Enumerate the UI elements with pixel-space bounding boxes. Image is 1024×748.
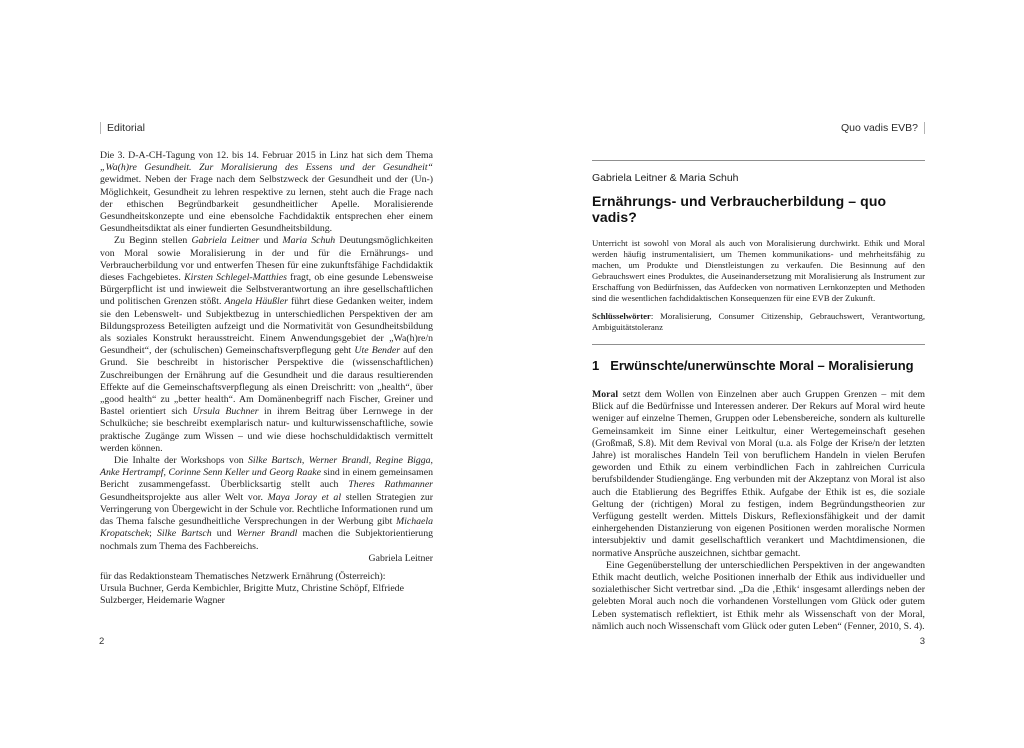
editorial-paragraph-2: Zu Beginn stellen Gabriela Leitner und Maria Schuh Deutungsmöglichkeiten von Moral sowie Moralisierung in der und für die Ernährungs- und Verbraucherbildung vor und entwerfen Thesen für eine zukunftsfähige Fachdidaktik dieses Fachgebietes. Kirsten Schlegel-Matthies fragt, ob eine gesunde Lebensweise Bürgerpflicht ist und inwieweit die Selbstverantwortung an ihre gesellschaftlichen und politischen Grenzen stößt. Angela Häußler führt diese Gedanken weiter, indem sie den Lebenswelt- und Subjektbezug in unterschiedlichen Perspektiven der am Bildungsprozess Beteiligten aufzeigt und die Normativität von Gesundheitsbildung als soziales Konstrukt herausstreicht. Einem Anwendungsgebiet der „Wa(h)re/n Gesundheit“, der (schulischen) Gemeinschaftsverpflegung geht Ute Bender auf den Grund. Sie beschreibt in historischer Perspektive die (wissenschaftlichen) Zuschreibungen der Ernährung auf die Gesundheit und die daraus resultierenden Effekte auf die Gemeinschaftsverpflegung als einen Dreischritt: von „health“, über „good health“ zu „better health“. Am Domänenbegriff nach Fischer, Greiner und Bastel orientiert sich Ursula Buchner in ihrem Beitrag über Lernwege in der Schulküche; sie beschreibt exemplarisch natur- und kulturwissenschaftliche, sowie praktische Zugänge zum Wissen – und wie diese hochschuldidaktisch vermittelt werden können. xyxy=(100,235,434,454)
keywords-label: Schlüsselwörter xyxy=(592,311,651,321)
editorial-paragraph-1: Die 3. D-A-CH-Tagung von 12. bis 14. Februar 2015 in Linz hat sich dem Thema „Wa(h)re Gesundheit. Zur Moralisierung des Essens und der Gesundheit“ gewidmet. Neben der Frage nach dem Selbstzweck der Gesundheit und der (Un-) Möglichkeit, Gesundheit zu lehren respektive zu lernen, steht auch die Frage nach der ethischen Begründbarkeit gesundheitlicher Apelle. Moralisierende Gesundheitskonzepte und eine ebensolche Fachdidaktik entsprechen eher einem Gesundheitsdiktat als einer fundierten Gesundheitsbildung. xyxy=(100,150,433,235)
article-keywords xyxy=(592,311,925,333)
editorial-paragraph-3: Die Inhalte der Workshops von Silke Bartsch, Werner Brandl, Regine Bigga, Anke Hertrampf, Corinne Senn Keller und Georg Raake sind in einem gemeinsamen Bericht zusammengefasst. Überblicksartig stellt auch Theres Rathmanner Gesundheitsprojekte aus aller Welt vor. Maya Joray et al stellen Strategien zur Verringerung von Übergewicht in der Schule vor. Rechtliche Informationen rund um das Thema falsche gesundheitliche Versprechungen in der Werbung gibt Michaela Kropatschek; Silke Bartsch und Werner Brandl machen die Subjektorientierung nochmals zum Thema des Fachbereichs. xyxy=(100,455,433,552)
abstract-rule xyxy=(592,344,925,345)
running-head-left xyxy=(100,121,433,135)
editorial-team-block xyxy=(100,571,433,608)
page-right xyxy=(592,121,925,633)
editorial-team-intro: für das Redaktionsteam Thematisches Netzwerk Ernährung (Österreich): xyxy=(100,570,386,582)
article-title: Ernährungs- und Verbraucherbildung – quo vadis? xyxy=(592,193,887,225)
page-number-right: 3 xyxy=(919,636,925,647)
section-heading xyxy=(592,358,925,373)
editorial-team-names: Ursula Buchner, Gerda Kembichler, Brigitte Mutz, Christine Schöpf, Elfriede Sulzberger, Heidemarie Wagner xyxy=(100,583,404,607)
article-paragraph-1: Moral setzt dem Wollen von Einzelnen aber auch Gruppen Grenzen – mit dem Blick auf die Bedürfnisse und Interessen anderer. Der Rekurs auf Moral wird heute weniger auf einzelne Themen, Gruppen oder Lebensbereiche, sondern als kulturelle Gemeinsamkeit im Sinne einer Leitkultur, einer Wertegemeinschaft gesehen (Großmaß, S.8). Mit dem Revival von Moral (u.a. als Folge der Krise/n der letzten Jahre) ist moralisches Handeln Teil von beruflichem Handeln in vielen Berufen geworden und Ethik zu einem verbindlichen Fach in zahlreichen Curricula berufsbildender Studiengänge. Eng verbunden mit der Akzeptanz von Moral ist also auch die Etablierung des Begriffes Ethik. Aufgabe der Ethik ist es, die soziale Geltung der (richtigen) Moral zu festigen, indem Begründungstheorien zur Verfügung gestellt werden. Mittels Diskurs, Reflexionsfähigkeit und der damit einhergehenden Distanzierung von eigenen Positionen werden moralische Normen intersubjektiv und damit gesellschaftlich verankert und Machtdimensionen, die normative Ansprüche auszeichnen, sichtbar gemacht. xyxy=(592,389,925,559)
running-head-left-title: Editorial xyxy=(100,122,145,134)
page-number-left: 2 xyxy=(99,636,105,647)
page-left xyxy=(100,121,433,608)
article-abstract: Unterricht ist sowohl von Moral als auch von Moralisierung durchwirkt. Ethik und Moral werden häufig instrumentalisiert, um Themen kommunikations- und mehrheitsfähig zu machen, um Produkte und Dienstleistungen zu verkaufen. Die Besinnung auf den Gebrauchswert eines Produktes, die Auseinandersetzung mit Moralisierung als Instrument zur Erschaffung von Bedürfnissen, das Aufdecken von normativen Lernkonzepten und Methoden sind die wesentlichen fachdidaktischen Konsequenzen für eine EVB der Zukunft. xyxy=(592,238,925,303)
article-paragraph-2: Eine Gegenüberstellung der unterschiedlichen Perspektiven in der angewandten Ethik macht deutlich, welche Positionen innerhalb der Ethik aus individueller und sozialethischer Sicht vertretbar sind. „Da die ‚Ethik‘ insgesamt allerdings neben der gelebten Moral auch noch die vorhandenen Vorstellungen vom Glück oder gutem Leben systematisch reflektiert, ist Ethik mehr als Wissenschaft von der Moral, nämlich auch noch Wissenschaft vom Glück oder guten Leben“ (Fenner, 2010, S. 4). xyxy=(592,559,925,632)
editorial-signature: Gabriela Leitner xyxy=(368,552,433,564)
running-head-right-title: Quo vadis EVB? xyxy=(841,122,925,134)
running-head-right xyxy=(592,121,925,135)
section-title: Erwünschte/unerwünschte Moral – Moralisierung xyxy=(610,358,914,373)
article-authors: Gabriela Leitner & Maria Schuh xyxy=(592,172,739,184)
top-rule xyxy=(592,160,925,161)
keywords-list: : Moralisierung, Consumer Citizenship, Gebrauchswert, Verantwortung, Ambiguitätstoleranz xyxy=(592,311,925,332)
section-number: 1 xyxy=(592,358,600,373)
